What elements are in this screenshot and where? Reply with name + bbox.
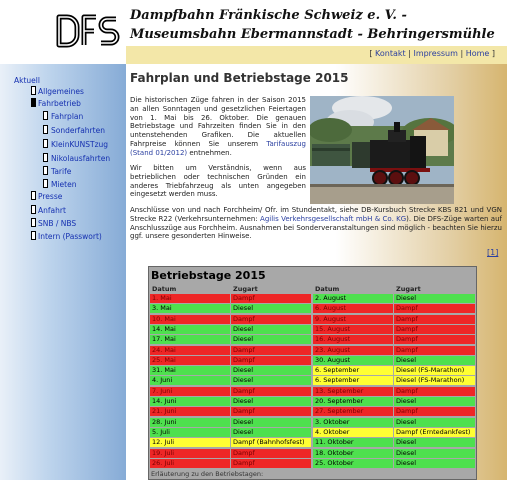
table-cell-zugart: Diesel — [394, 397, 475, 406]
table-cell-datum: 21. Juni — [150, 407, 230, 416]
sidebar-item-intern[interactable]: Intern (Passwort) — [38, 232, 102, 241]
table-cell-zugart: Diesel — [231, 418, 311, 427]
dfs-logo[interactable] — [54, 13, 120, 49]
table-cell-datum: 28. Juni — [150, 418, 230, 427]
table-header-datum: Datum — [315, 285, 340, 293]
table-cell-zugart: Dampf — [231, 407, 311, 416]
table-cell-datum: 10. Mai — [150, 315, 230, 324]
connections-text: Anschlüsse von und nach Forchheim/ Ofr. im Stundentakt, siehe DB-Kursbuch Strecke KBS 821 und VGN Strecke R22 (Verkehrsunternehmen: — [130, 206, 502, 223]
table-cell-zugart: Diesel — [394, 459, 475, 468]
table-header-datum: Datum — [152, 285, 177, 293]
table-cell-zugart: Dampf — [231, 459, 311, 468]
betriebstage-footer: Erläuterung zu den Betriebstagen: — [151, 470, 264, 478]
table-cell-datum: 18. Oktober — [313, 449, 393, 458]
sidebar-item-sonderfahrten[interactable]: Sonderfahrten — [51, 126, 105, 135]
sidebar-item-tarife[interactable]: Tarife — [51, 167, 72, 176]
site-header — [0, 0, 507, 50]
table-cell-datum: 15. August — [313, 325, 393, 334]
nav-marker-icon — [31, 231, 36, 240]
nav-marker-icon — [43, 166, 48, 175]
table-cell-datum: 25. Oktober — [313, 459, 393, 468]
table-cell-datum: 5. Juli — [150, 428, 230, 437]
table-cell-datum: 14. Juni — [150, 397, 230, 406]
top-links-bar — [126, 46, 507, 64]
home-link[interactable]: Home — [465, 49, 490, 58]
intro-paragraph — [130, 96, 306, 158]
nav-marker-icon — [31, 218, 36, 227]
table-cell-datum: 26. Juli — [150, 459, 230, 468]
tarifauszug-link[interactable]: Tarifauszug (Stand 01/2012) — [130, 139, 306, 157]
table-cell-zugart: Dampf — [231, 346, 311, 355]
sidebar-item-aktuell[interactable]: Aktuell — [14, 76, 40, 85]
table-header-zugart: Zugart — [233, 285, 258, 293]
table-cell-datum: 7. Juni — [150, 387, 230, 396]
sidebar-item-snb-nbs[interactable]: SNB / NBS — [38, 219, 77, 228]
sidebar-item-allgemeines[interactable]: Allgemeines — [38, 87, 84, 96]
nav-marker-icon — [43, 139, 48, 148]
nav-marker-icon — [31, 191, 36, 200]
table-cell-zugart: Dampf — [394, 407, 475, 416]
table-cell-zugart: Dampf — [394, 304, 475, 313]
sidebar-nav — [0, 64, 126, 480]
table-cell-zugart: Dampf — [394, 335, 475, 344]
table-cell-datum: 11. Oktober — [313, 438, 393, 447]
connections-paragraph — [130, 206, 502, 241]
table-cell-zugart: Dampf — [231, 356, 311, 365]
table-header-zugart: Zugart — [396, 285, 421, 293]
table-cell-datum: 25. Mai — [150, 356, 230, 365]
table-cell-datum: 30. August — [313, 356, 393, 365]
nav-marker-icon — [31, 205, 36, 214]
sidebar-item-fahrplan[interactable]: Fahrplan — [51, 112, 84, 121]
table-cell-zugart: Diesel — [231, 325, 311, 334]
table-cell-zugart: Diesel — [394, 294, 475, 303]
kontakt-link[interactable]: Kontakt — [375, 49, 406, 58]
site-title-line2: Museumsbahn Ebermannstadt - Behringersmühle — [130, 27, 495, 42]
table-cell-datum: 13. September — [313, 387, 393, 396]
page-title: Fahrplan und Betriebstage 2015 — [130, 71, 349, 85]
betriebstage-table — [148, 266, 477, 480]
table-cell-zugart: Dampf — [231, 315, 311, 324]
table-cell-datum: 31. Mai — [150, 366, 230, 375]
table-cell-datum: 20. September — [313, 397, 393, 406]
site-title-line1: Dampfbahn Fränkische Schweiz e. V. - — [130, 8, 407, 23]
site-title — [130, 6, 495, 44]
table-cell-datum: 6. September — [313, 366, 393, 375]
table-cell-zugart: Diesel — [231, 335, 311, 344]
table-cell-datum: 1. Mai — [150, 294, 230, 303]
nav-marker-icon — [43, 153, 48, 162]
intro-text: Die historischen Züge fahren in der Saison 2015 an allen Sonntagen und gesetzlichen Feiertagen von 1. Mai bis 26. Oktober. Die genauen Betriebstage und Fahrzeiten finden Sie in den untenstehenden Grafiken. Die aktuellen Fahrpreise können Sie unserem — [130, 96, 306, 148]
impressum-link[interactable]: Impressum — [413, 49, 458, 58]
table-cell-datum: 9. August — [313, 315, 393, 324]
top-links: [ Kontakt | Impressum | Home ] — [369, 49, 495, 58]
table-cell-datum: 3. Oktober — [313, 418, 393, 427]
table-cell-zugart: Dampf — [231, 387, 311, 396]
table-cell-zugart: Dampf — [394, 325, 475, 334]
table-cell-datum: 4. Oktober — [313, 428, 393, 437]
table-cell-datum: 12. Juli — [150, 438, 230, 447]
table-cell-zugart: Dampf — [231, 294, 311, 303]
nav-marker-icon — [31, 86, 36, 95]
table-cell-zugart: Diesel — [231, 366, 311, 375]
table-cell-datum: 16. August — [313, 335, 393, 344]
table-cell-datum: 23. August — [313, 346, 393, 355]
table-cell-datum: 24. Mai — [150, 346, 230, 355]
sidebar-item-presse[interactable]: Presse — [38, 192, 63, 201]
table-cell-zugart: Diesel — [394, 438, 475, 447]
notice-paragraph: Wir bitten um Verständnis, wenn aus betrieblichen oder technischen Gründen ein anderes Triebfahrzeug als unten angegeben eingesetzt werden muss. — [130, 164, 306, 199]
table-cell-zugart: Dampf (Erntedankfest) — [394, 428, 475, 437]
steam-locomotive-photo[interactable] — [310, 96, 454, 204]
table-cell-zugart: Diesel (FS-Marathon) — [394, 366, 475, 375]
table-cell-zugart: Diesel — [231, 304, 311, 313]
table-cell-zugart: Dampf (Bahnhofsfest) — [231, 438, 311, 447]
sidebar-item-anfahrt[interactable]: Anfahrt — [38, 206, 66, 215]
nav-marker-icon — [43, 111, 48, 120]
sidebar-item-kleinkunstzug[interactable]: KleinKUNSTzug — [51, 140, 109, 149]
connections-text-end: ). Die DFS-Züge warten auf Anschlusszüge aus Forchheim. Ausnahmen bei Sonderveranstaltungen sind möglich - beachten Sie hierzu ggf. unsere gesonderten Hinweise. — [130, 214, 502, 241]
table-cell-datum: 27. September — [313, 407, 393, 416]
sidebar-item-fahrbetrieb[interactable]: Fahrbetrieb — [38, 99, 81, 108]
table-cell-datum: 2. August — [313, 294, 393, 303]
table-cell-zugart: Diesel — [231, 428, 311, 437]
table-cell-zugart: Diesel — [231, 376, 311, 385]
nav-marker-icon — [43, 125, 48, 134]
intro-text-end: entnehmen. — [189, 148, 232, 157]
agilis-link[interactable]: Agilis Verkehrsgesellschaft mbH & Co. KG — [260, 214, 407, 223]
table-cell-zugart: Diesel — [394, 449, 475, 458]
table-cell-zugart: Diesel (FS-Marathon) — [394, 376, 475, 385]
nav-marker-active-icon — [31, 98, 36, 107]
table-cell-zugart: Dampf — [394, 387, 475, 396]
table-cell-datum: 19. Juli — [150, 449, 230, 458]
table-cell-datum: 6. August — [313, 304, 393, 313]
table-cell-datum: 3. Mai — [150, 304, 230, 313]
table-cell-datum: 14. Mai — [150, 325, 230, 334]
table-cell-datum: 17. Mai — [150, 335, 230, 344]
table-cell-zugart: Diesel — [231, 397, 311, 406]
sidebar-item-nikolausfahrten[interactable]: Nikolausfahrten — [51, 154, 111, 163]
reference-link[interactable]: [1] — [487, 248, 499, 257]
table-cell-zugart: Dampf — [231, 449, 311, 458]
table-cell-datum: 4. Juni — [150, 376, 230, 385]
betriebstage-title: Betriebstage 2015 — [151, 269, 266, 282]
nav-marker-icon — [43, 179, 48, 188]
table-cell-zugart: Diesel — [394, 356, 475, 365]
table-cell-zugart: Dampf — [394, 315, 475, 324]
sidebar-item-mieten[interactable]: Mieten — [51, 180, 77, 189]
table-cell-datum: 6. September — [313, 376, 393, 385]
table-cell-zugart: Diesel — [394, 418, 475, 427]
table-cell-zugart: Dampf — [394, 346, 475, 355]
